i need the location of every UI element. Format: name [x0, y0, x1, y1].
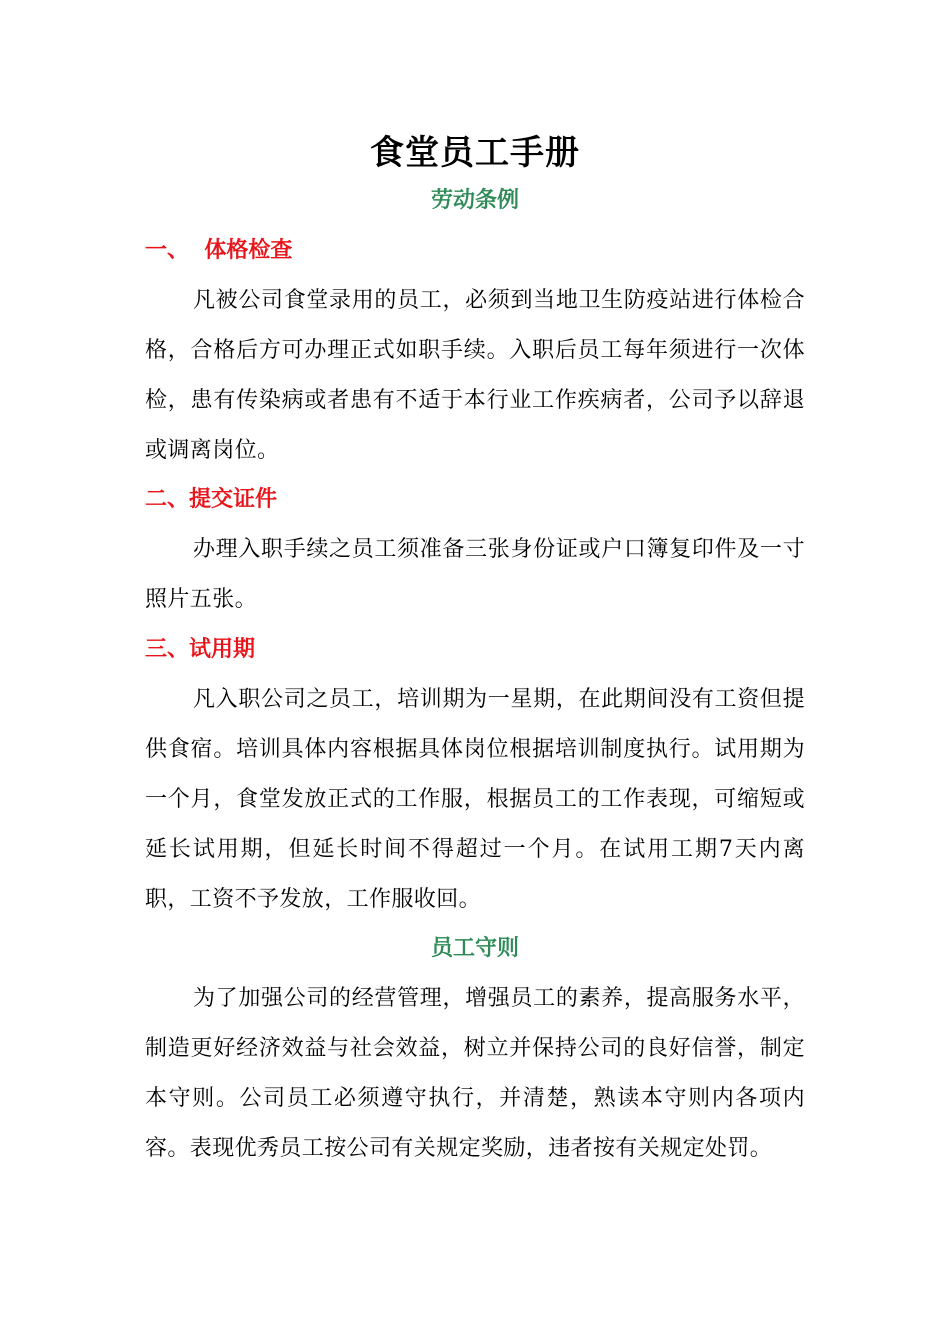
document-title: 食堂员工手册: [370, 133, 580, 173]
section-title-labor-regulations: 劳动条例: [430, 187, 519, 213]
section-title-employee-rules: 员工守则: [430, 935, 519, 961]
article-body-physical-exam: 凡被公司食堂录用的员工，必须到当地卫生防疫站进行体检合格，合格后方可办理正式如职手续。入职后员工每年须进行一次体检，患有传染病或者患有不适于本行业工作疾病者，公司予以辞退或调离岗位。: [145, 288, 805, 463]
article-body-probation: 凡入职公司之员工，培训期为一星期，在此期间没有工资但提供食宿。培训具体内容根据具体岗位根据培训制度执行。试用期为一个月，食堂发放正式的工作服，根据员工的工作表现，可缩短或延长试用期，但延长时间不得超过一个月。在试用工期7天内离职，工资不予发放，工作服收回。: [145, 687, 805, 912]
employee-rules-body: 为了加强公司的经营管理，增强员工的素养，提高服务水平，制造更好经济效益与社会效益，树立并保持公司的良好信誉，制定本守则。公司员工必须遵守执行，并清楚，熟读本守则内各项内容。表现优秀员工按公司有关规定奖励，违者按有关规定处罚。: [145, 986, 805, 1161]
article-heading-physical-exam: 一、 体格检查: [145, 237, 293, 263]
article-heading-probation: 三、试用期: [145, 636, 256, 662]
article-heading-documents: 二、提交证件: [145, 486, 278, 512]
article-body-documents: 办理入职手续之员工须准备三张身份证或户口簿复印件及一寸照片五张。: [145, 537, 805, 612]
